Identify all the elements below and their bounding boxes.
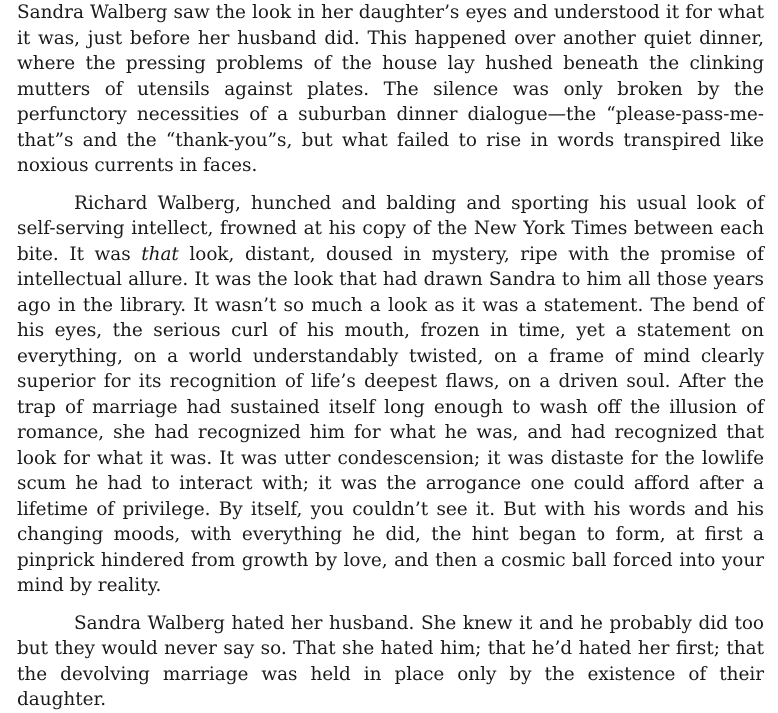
paragraph-2-emphasis: that — [141, 243, 179, 265]
paragraph-3 — [17, 611, 764, 713]
paragraph-2 — [17, 191, 764, 599]
document-page — [17, 0, 764, 713]
paragraph-2-text-rest: look, distant, doused in mystery, ripe with the promise of intellectual allure. It was the look that had drawn Sandra to him all those years ago in the library. It wasn’t so much a look as it was a statement. The bend of his eyes, the serious curl of his mouth, frozen in time, yet a statement on everything, on a world understandably twisted, on a frame of mind clearly superior for its recognition of life’s deepest flaws, on a driven soul. After the trap of marriage had sustained itself long enough to wash off the illusion of romance, she had recognized him for what he was, and had recognized that look for what it was. It was utter condescension; it was distaste for the lowlife scum he had to interact with; it was the arrogance one could afford after a lifetime of privilege. By itself, you couldn’t see it. But with his words and his changing moods, with everything he did, the hint began to form, at first a pinprick hindered from growth by love, and then a cosmic ball forced into your mind by reality. — [17, 243, 764, 596]
paragraph-2-text-start: Richard Walberg, hunched and balding and sporting his usual look of self-serving intellect, frowned at his copy of the New York Times between each bite. It was — [17, 192, 764, 265]
paragraph-3-text: Sandra Walberg hated her husband. She knew it and he probably did too but they would never say so. That she hated him; that he’d hated her first; that the devolving marriage was held in place only by the existence of their daughter. — [17, 612, 764, 710]
paragraph-1 — [17, 0, 764, 179]
paragraph-1-text: Sandra Walberg saw the look in her daughter’s eyes and understood it for what it was, just before her husband did. This happened over another quiet dinner, where the pressing problems of the house lay hushed beneath the clinking mutters of utensils against plates. The silence was only broken by the perfunctory necessities of a suburban dinner dialogue—the “please-pass-me-that”s and the “thank-you”s, but what failed to rise in words transpired like noxious currents in faces. — [17, 2, 764, 176]
